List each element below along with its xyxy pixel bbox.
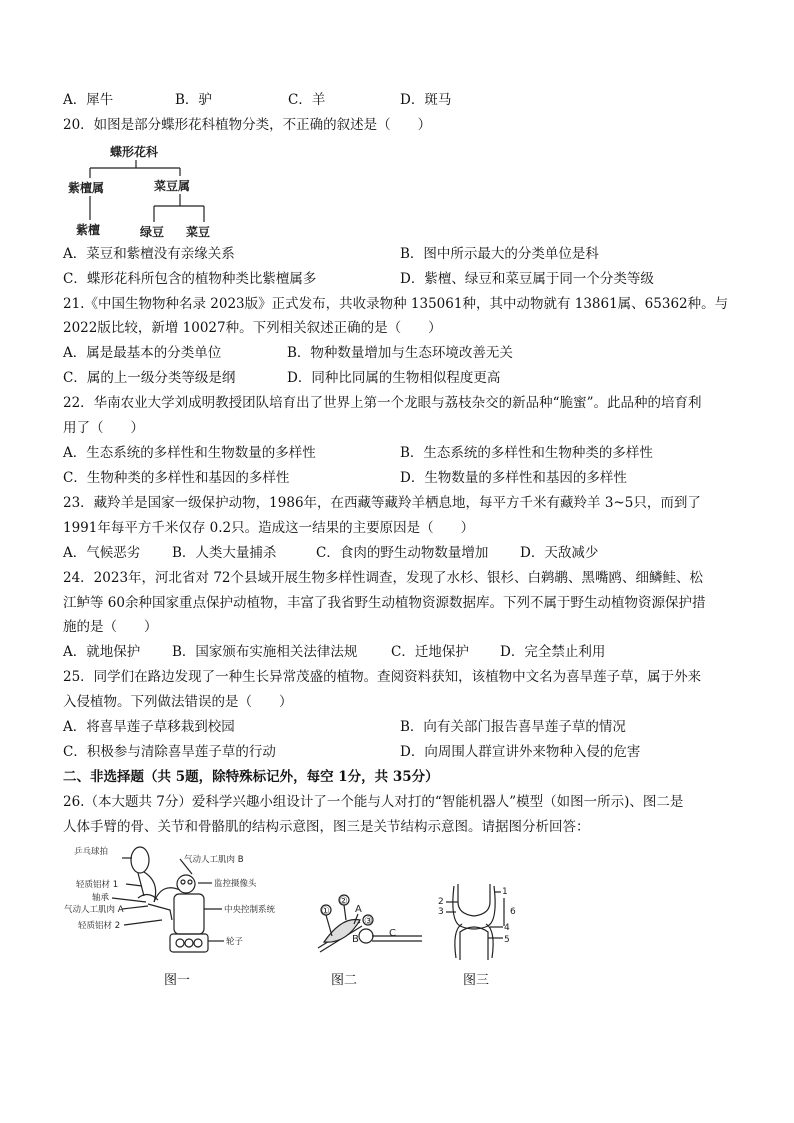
- tree-family: 蝶形花科: [110, 145, 159, 159]
- fig2-label-3: ③: [364, 916, 373, 927]
- q23-option-d: D．天敌减少: [520, 545, 599, 561]
- arm-figure: [312, 890, 424, 962]
- fig3-label-4: 4: [504, 923, 510, 933]
- tree-genus-1: 紫檀属: [68, 181, 105, 195]
- q26-line-2: 人体手臂的骨、关节和骨骼肌的结构示意图，图三是关节结构示意图。请据图分析回答：: [63, 819, 590, 835]
- caption-fig-1: 图一: [164, 973, 191, 988]
- q22-option-c: C．生物种类的多样性和基因的多样性: [63, 470, 290, 486]
- tree-species-1: 紫檀: [76, 223, 101, 237]
- fig2-label-c: C: [389, 928, 396, 939]
- q22-line-2: 用了（ ）: [63, 420, 144, 436]
- q25-line-1: 25．同学们在路边发现了一种生长异常茂盛的植物。查阅资料获知，该植物中文名为喜旱莲子草，属于外来: [63, 669, 702, 685]
- q20-stem: 20．如图是部分蝶形花科植物分类，不正确的叙述是（ ）: [63, 117, 432, 133]
- q22-option-d: D．生物数量的多样性和基因的多样性: [400, 470, 627, 486]
- fig1-label-wheel: 轮子: [226, 937, 244, 947]
- q22-option-b: B．生态系统的多样性和生物种类的多样性: [400, 445, 653, 461]
- q23-line-2: 1991年每平方千米仅存 0.2只。造成这一结果的主要原因是（ ）: [63, 520, 475, 536]
- caption-fig-3: 图三: [463, 973, 490, 988]
- fig1-label-bone-1: 轻质铝材 1: [76, 880, 119, 890]
- q23-option-a: A．气候恶劣: [63, 545, 141, 561]
- joint-figure: [438, 880, 530, 964]
- fig3-label-3: 3: [438, 907, 444, 917]
- q22-line-1: 22．华南农业大学刘成明教授团队培育出了世界上第一个龙眼与荔枝杂交的新品种“脆蜜”。此品种的培育利: [63, 395, 702, 411]
- q21-option-b: B．物种数量增加与生态环境改善无关: [287, 345, 513, 361]
- fig3-label-1: 1: [502, 887, 508, 897]
- q24-option-c: C．迁地保护: [391, 644, 469, 660]
- q23-option-c: C．食肉的野生动物数量增加: [316, 545, 489, 561]
- q23-option-b: B．人类大量捕杀: [172, 545, 277, 561]
- fig1-label-cpu: 中央控制系统: [224, 905, 276, 915]
- q24-line-1: 24．2023年，河北省对 72个县域开展生物多样性调查，发现了水杉、银杉、白鹈鹕、黑嘴鸥、细鳞鲑、松: [63, 570, 704, 586]
- section-2-heading: 二、非选择题（共 5题，除特殊标记外，每空 1分，共 35分）: [63, 769, 439, 785]
- tree-species-2: 绿豆: [140, 225, 165, 238]
- q24-option-a: A．就地保护: [63, 644, 141, 660]
- q23-line-1: 23．藏羚羊是国家一级保护动物，1986年，在西藏等藏羚羊栖息地，每平方千米有藏羚羊 3~5只，而到了: [63, 495, 701, 511]
- fig2-label-1: ①: [321, 906, 330, 917]
- fig3-label-5: 5: [504, 935, 510, 945]
- q21-option-a: A．属是最基本的分类单位: [63, 345, 222, 361]
- q21-line-1: 21.《中国生物物种名录 2023版》正式发布，共收录物种 135061种，其中动物就有 13861属、65362种。与: [63, 296, 729, 312]
- fig1-label-camera: 监控摄像头: [214, 879, 257, 889]
- classification-tree-figure: [62, 140, 232, 238]
- q19-option-d: D．斑马: [400, 92, 452, 108]
- q20-option-a: A．菜豆和紫檀没有亲缘关系: [63, 246, 235, 262]
- q20-option-b: B．图中所示最大的分类单位是科: [400, 246, 599, 262]
- q21-option-c: C．属的上一级分类等级是纲: [63, 370, 236, 386]
- q24-line-2: 江鲈等 60余种国家重点保护动植物，丰富了我省野生动植物资源数据库。下列不属于野生动植物资源保护措: [63, 595, 706, 611]
- q24-line-3: 施的是（ ）: [63, 619, 158, 635]
- q26-line-1: 26.（本大题共 7分）爱科学兴趣小组设计了一个能与人对打的“智能机器人”模型（如图一所示)、图二是: [63, 794, 684, 810]
- fig2-label-2: ②: [339, 896, 348, 907]
- q19-option-c: C．羊: [288, 92, 326, 108]
- q25-line-2: 入侵植物。下列做法错误的是（ ）: [63, 694, 293, 710]
- q24-option-b: B．国家颁布实施相关法律法规: [172, 644, 358, 660]
- fig3-label-2: 2: [438, 897, 444, 907]
- q19-option-a: A．犀牛: [63, 92, 114, 108]
- fig2-label-b: B: [352, 934, 359, 945]
- fig3-label-6: 6: [510, 907, 516, 917]
- q25-option-a: A．将喜旱莲子草移栽到校园: [63, 719, 235, 735]
- fig1-label-bone-2: 轻质铝材 2: [78, 921, 121, 931]
- fig1-label-muscle-a: 气动人工肌肉 A: [64, 905, 124, 915]
- q25-option-c: C．积极参与清除喜旱莲子草的行动: [63, 744, 276, 760]
- q25-option-b: B．向有关部门报告喜旱莲子草的情况: [400, 719, 626, 735]
- q19-option-b: B．驴: [175, 92, 212, 108]
- fig1-label-racket: 乒乓球拍: [74, 847, 109, 857]
- q20-option-d: D．紫檀、绿豆和菜豆属于同一个分类等级: [400, 271, 654, 287]
- robot-figure: [62, 842, 312, 962]
- tree-genus-2: 菜豆属: [154, 179, 191, 193]
- caption-fig-2: 图二: [331, 973, 358, 988]
- fig1-label-muscle-b: 气动人工肌肉 B: [184, 855, 244, 865]
- fig1-label-axis: 轴承: [92, 893, 110, 903]
- tree-species-3: 菜豆: [186, 225, 211, 238]
- q21-option-d: D．同种比同属的生物相似程度更高: [287, 370, 501, 386]
- q22-option-a: A．生态系统的多样性和生物数量的多样性: [63, 445, 316, 461]
- q25-option-d: D．向周围人群宣讲外来物种入侵的危害: [400, 744, 641, 760]
- q21-line-2: 2022版比较，新增 10027种。下列相关叙述正确的是（ ）: [63, 320, 442, 336]
- fig2-label-a: A: [355, 904, 362, 915]
- q20-option-c: C．蝶形花科所包含的植物种类比紫檀属多: [63, 271, 317, 287]
- q24-option-d: D．完全禁止利用: [500, 644, 606, 660]
